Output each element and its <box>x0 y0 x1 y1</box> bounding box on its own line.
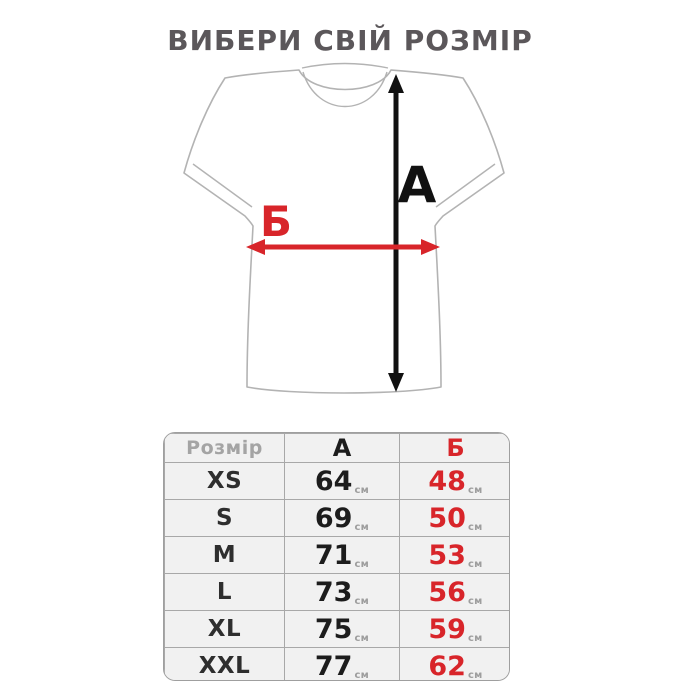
size-label: XXL <box>165 648 285 682</box>
table-row <box>165 648 511 682</box>
col-header-a: А <box>285 434 400 463</box>
size-label: L <box>165 574 285 611</box>
measure-a-value: 71 <box>314 539 353 571</box>
measure-a-value: 64 <box>314 465 353 497</box>
measure-b-value: 56 <box>428 576 466 608</box>
measure-b-cell <box>400 611 511 648</box>
table-row <box>165 500 511 537</box>
measure-b-value: 59 <box>428 613 466 645</box>
measure-a-cell <box>285 648 400 682</box>
measure-a-value: 73 <box>314 576 353 608</box>
measure-a-cell <box>285 611 400 648</box>
measure-b-cell <box>400 537 511 574</box>
tshirt-outline <box>184 70 504 393</box>
size-label: XS <box>165 463 285 500</box>
unit-label: см <box>467 632 483 644</box>
unit-label: см <box>354 558 370 570</box>
measure-a-cell <box>285 463 400 500</box>
measure-b-cell <box>400 500 511 537</box>
measure-a-cell <box>285 500 400 537</box>
table-row <box>165 574 511 611</box>
unit-label: см <box>354 484 370 496</box>
size-label: M <box>165 537 285 574</box>
table-row <box>165 537 511 574</box>
unit-label: см <box>354 595 370 607</box>
unit-label: см <box>467 521 483 533</box>
size-label: S <box>165 500 285 537</box>
unit-label: см <box>467 669 483 681</box>
table-row <box>165 463 511 500</box>
col-header-b: Б <box>400 434 511 463</box>
measure-b-cell <box>400 574 511 611</box>
measure-a-value: 77 <box>314 650 353 681</box>
measure-b-cell <box>400 463 511 500</box>
unit-label: см <box>354 669 370 681</box>
measure-b-value: 62 <box>428 650 466 681</box>
size-label: XL <box>165 611 285 648</box>
measure-a-value: 75 <box>314 613 353 645</box>
measure-a-cell <box>285 537 400 574</box>
unit-label: см <box>354 632 370 644</box>
measure-a-value: 69 <box>314 502 353 534</box>
measure-b-cell <box>400 648 511 682</box>
diagram-label-b: Б <box>259 197 293 246</box>
table-row <box>165 611 511 648</box>
measure-b-value: 48 <box>428 465 466 497</box>
page-title: ВИБЕРИ СВІЙ РОЗМІР <box>167 24 533 57</box>
size-table <box>163 432 510 681</box>
measure-b-value: 53 <box>428 539 466 571</box>
unit-label: см <box>354 521 370 533</box>
collar-back-line <box>302 64 388 69</box>
diagram-label-a: А <box>397 156 437 214</box>
col-header-size: Розмір <box>165 434 285 463</box>
measure-a-cell <box>285 574 400 611</box>
unit-label: см <box>467 484 483 496</box>
measure-b-value: 50 <box>428 502 466 534</box>
unit-label: см <box>467 558 483 570</box>
table-header-row <box>165 434 511 463</box>
unit-label: см <box>467 595 483 607</box>
size-table-grid <box>164 433 510 681</box>
